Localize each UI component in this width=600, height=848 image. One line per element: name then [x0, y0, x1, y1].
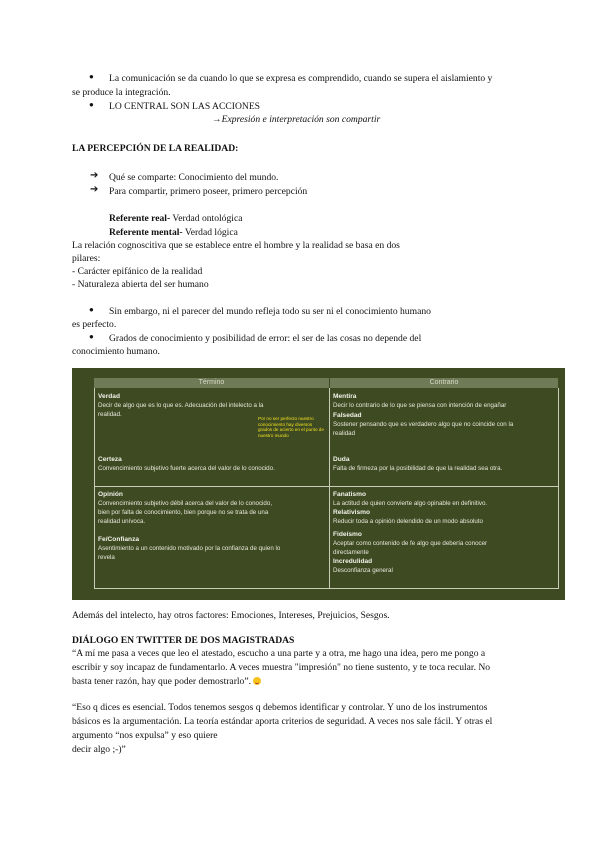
table-cell	[333, 490, 557, 575]
term-definition: bien por falta de conocimiento, bien porque no se trata de una	[98, 509, 269, 516]
term-label: Opinión	[98, 491, 123, 498]
term-definition: Reducir toda a opinión delendido de un modo absoluto	[333, 518, 483, 525]
table-cell	[333, 392, 557, 438]
paragraph: La relación cognoscitiva que se establece entre el hombre y la realidad se basa en dos	[72, 240, 400, 251]
arrow-right-icon: ➔	[90, 170, 99, 181]
referent-label: Referente real-	[109, 213, 171, 224]
referent-value: Verdad lógica	[182, 227, 238, 238]
quote-line: argumento “nos expulsa” y eso quiere	[72, 730, 218, 741]
term-definition: Asentimiento a un contenido motivado por la confianza de quien lo	[98, 545, 281, 552]
table-cell	[98, 455, 326, 473]
table-border	[94, 388, 95, 588]
quote-line	[72, 675, 261, 688]
section-title: LA PERCEPCIÓN DE LA REALIDAD:	[72, 143, 239, 154]
bullet-text: Grados de conocimiento y posibilidad de error: el ser de las cosas no depende del	[109, 333, 422, 344]
bullet-text: LO CENTRAL SON LAS ACCIONES	[109, 101, 261, 112]
table-cell	[333, 455, 557, 473]
term-label: Verdad	[98, 393, 120, 400]
pillar-item: - Carácter epifánico de la realidad	[72, 266, 203, 277]
term-definition: revela	[98, 554, 115, 561]
term-definition: Convencimiento subjetivo débil acerca del valor de lo conocido,	[98, 500, 273, 507]
bullet-icon: ●	[89, 100, 94, 109]
term-definition: realidad.	[98, 411, 122, 418]
arrow-right-icon: ➔	[90, 184, 99, 195]
bullet-icon: ●	[89, 332, 94, 341]
bullet-text: La comunicación se da cuando lo que se expresa es comprendido, cuando se supera el aislamiento y	[109, 73, 493, 84]
bullet-text-continued: es perfecto.	[72, 319, 117, 330]
term-definition: realidad unívoca.	[98, 518, 146, 525]
quote-line: decir algo ;-)”	[72, 744, 126, 755]
quote-line: “Eso q dices es esencial. Todos tenemos sesgos q debemos identificar y controlar. Y uno de los instrumentos	[72, 702, 488, 713]
factors-line: Además del intelecto, hay otros factores: Emociones, Intereses, Prejuicios, Sesgos.	[72, 610, 390, 621]
term-definition: Convencimiento subjetivo fuerte acerca del valor de lo conocido.	[98, 465, 275, 472]
paragraph: pilares:	[72, 253, 101, 264]
term-label: Relativismo	[333, 509, 371, 516]
referent-line	[109, 226, 238, 239]
quote-line: escribir y soy incapaz de fundamentarlo. A veces muestra "impresión" no tiene sustento, y te toca recular. No	[72, 662, 491, 673]
table-header-term: Término	[94, 378, 329, 388]
term-definition: La actitud de quien convierte algo opinable en definitivo.	[333, 500, 488, 507]
referent-label: Referente mental-	[109, 227, 183, 238]
quote-line: básicos es la argumentación. La teoría estándar aporta criterios de seguridad. A veces nos sale fácil. Y otras el	[72, 716, 493, 727]
table-border	[558, 388, 559, 588]
quote-text: basta tener razón, hay que poder demostrarlo”.	[72, 676, 252, 687]
term-label: Falsedad	[333, 412, 362, 419]
term-label: Incredulidad	[333, 558, 373, 565]
term-label: Fe/Confianza	[98, 536, 140, 543]
section-title: DIÁLOGO EN TWITTER DE DOS MAGISTRADAS	[72, 635, 295, 646]
term-label: Fanatismo	[333, 491, 366, 498]
bullet-icon: ●	[89, 72, 94, 81]
truth-table	[72, 368, 565, 600]
table-note	[258, 416, 330, 438]
term-definition: Desconfianza general	[333, 567, 393, 574]
note-line: conocimiento hay diversos	[258, 421, 313, 427]
table-border	[94, 588, 559, 589]
term-label: Duda	[333, 456, 350, 463]
note-line: grados de acierto en el punto de	[258, 427, 324, 433]
pillar-item: - Naturaleza abierta del ser humano	[72, 279, 209, 290]
term-definition: Sostener pensando que es verdadero algo que no coincide con la	[333, 421, 514, 428]
table-header-contrary: Contrario	[330, 378, 558, 388]
smiling-face-icon	[253, 677, 261, 685]
term-definition: Decir lo contrario de lo que se piensa con intención de engañar	[333, 402, 507, 409]
arrow-note: →Expresión e interpretación son compartir	[212, 114, 381, 125]
term-definition: Decir de algo que es lo que es. Adecuación del intelecto a la	[98, 402, 264, 409]
term-definition: Falta de firmeza por la posibilidad de que la realidad sea otra.	[333, 465, 503, 472]
table-cell	[98, 392, 326, 419]
table-cell	[98, 490, 326, 526]
table-row-divider	[94, 486, 559, 487]
arrow-item: Qué se comparte: Conocimiento del mundo.	[109, 172, 279, 183]
note-line: nuestro mundo	[258, 432, 289, 438]
term-label: Certeza	[98, 456, 122, 463]
term-label: Fideísmo	[333, 531, 362, 538]
bullet-text-continued: se produce la integración.	[72, 87, 171, 98]
bullet-icon: ●	[89, 305, 94, 314]
quote-line: “A mí me pasa a veces que leo el atestado, escucho a una parte y a otra, me hago una idea, pero me pongo a	[72, 648, 486, 659]
note-line: Por no ser perfecto nuestro	[258, 416, 314, 421]
term-definition: Aceptar como contenido de fe algo que debería conocer	[333, 540, 488, 547]
term-definition: directamente	[333, 549, 369, 556]
table-cell	[98, 535, 326, 562]
term-definition: realidad	[333, 430, 356, 437]
referent-line	[109, 212, 242, 225]
bullet-text-continued: conocimiento humano.	[72, 346, 160, 357]
bullet-text: Sin embargo, ni el parecer del mundo refleja todo su ser ni el conocimiento humano	[109, 306, 431, 317]
referent-value: Verdad ontológica	[170, 213, 243, 224]
term-label: Mentira	[333, 393, 357, 400]
arrow-item: Para compartir, primero poseer, primero percepción	[109, 186, 308, 197]
